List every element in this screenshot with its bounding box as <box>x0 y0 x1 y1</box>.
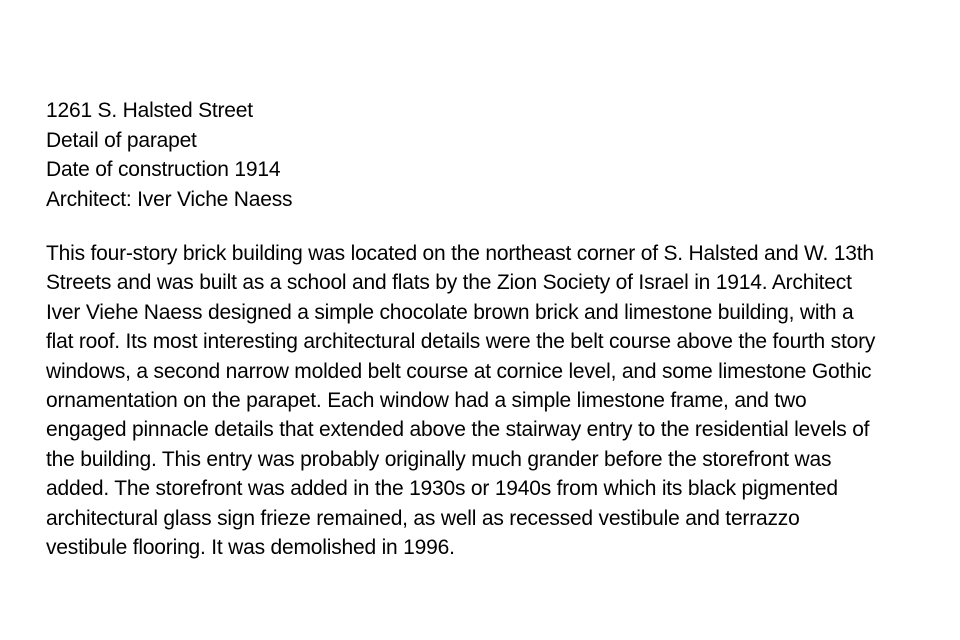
paragraph-line: This four-story brick building was located on the northeast corner of S. Halsted and W. 13th <box>46 242 874 265</box>
paragraph-line: windows, a second narrow molded belt course at cornice level, and some limestone Gothic <box>46 359 872 383</box>
address-line: 1261 S. Halsted Street <box>46 99 253 122</box>
paragraph-line: the building. This entry was probably originally much grander before the storefront was <box>46 447 832 471</box>
paragraph-line: added. The storefront was added in the 1930s or 1940s from which its black pigmented <box>46 477 838 501</box>
paragraph-line: engaged pinnacle details that extended above the stairway entry to the residential levels of <box>46 418 870 442</box>
description-paragraph <box>46 239 926 562</box>
paragraph-line: architectural glass sign frieze remained, as well as recessed vestibule and terrazzo <box>46 506 800 530</box>
architect-line: Architect: Iver Viche Naess <box>46 187 293 211</box>
document-page <box>46 96 926 562</box>
paragraph-line: Streets and was built as a school and flats by the Zion Society of Israel in 1914. Architect <box>46 271 852 295</box>
paragraph-line: Iver Viehe Naess designed a simple chocolate brown brick and limestone building, with a <box>46 300 854 324</box>
paragraph-line: flat roof. Its most interesting architectural details were the belt course above the fourth story <box>46 330 876 354</box>
subject-line: Detail of parapet <box>46 128 197 152</box>
caption-header <box>46 96 926 214</box>
paragraph-line: vestibule flooring. It was demolished in 1996. <box>46 536 455 560</box>
construction-date-line: Date of construction 1914 <box>46 158 281 181</box>
paragraph-line: ornamentation on the parapet. Each window had a simple limestone frame, and two <box>46 389 807 413</box>
